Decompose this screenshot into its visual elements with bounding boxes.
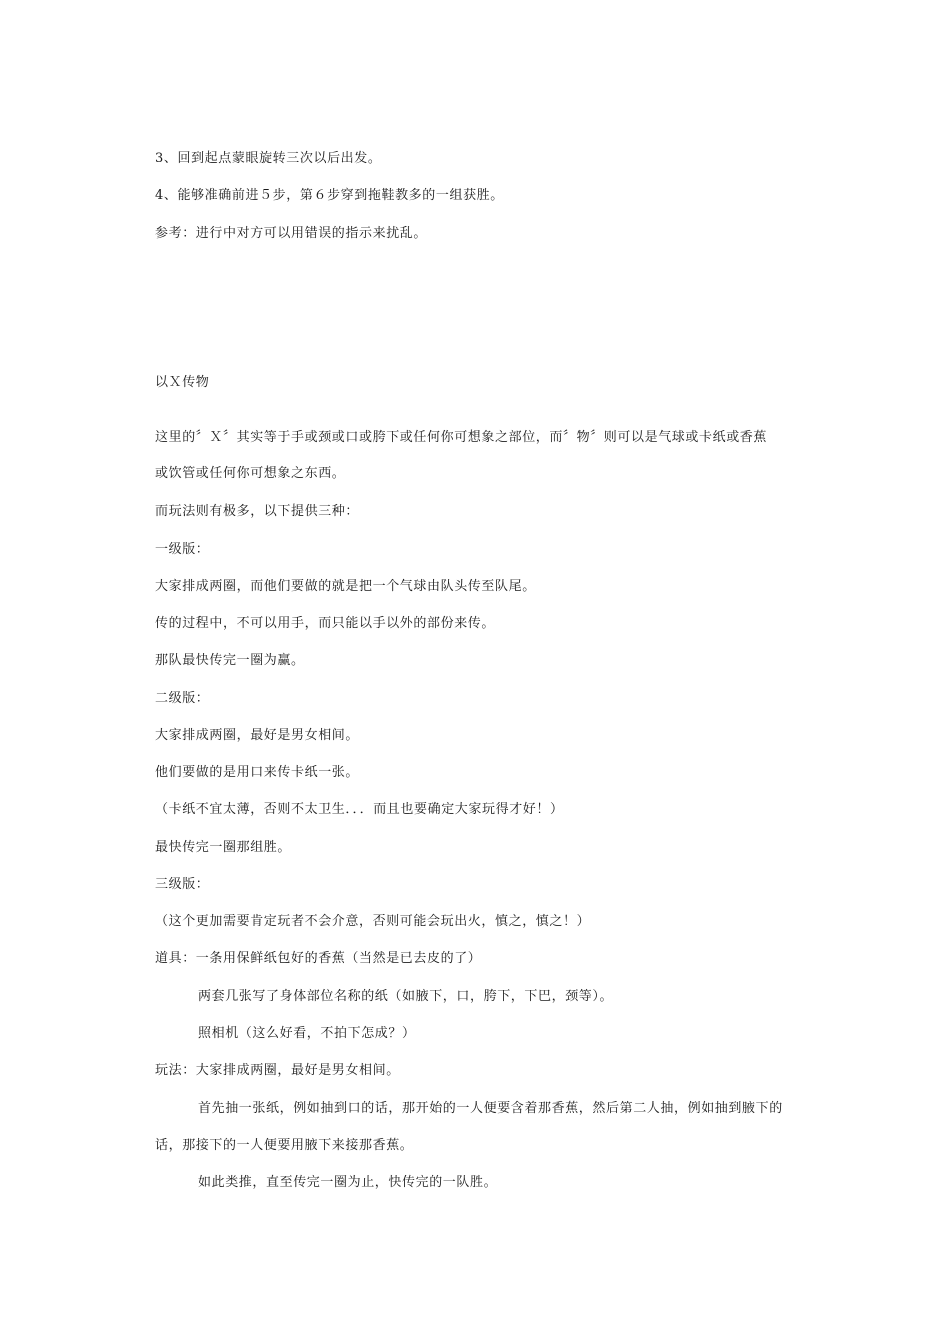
- intro-line-1: 这里的〞Ｘ〞其实等于手或颈或口或胯下或任何你可想象之部位，而〞物〞则可以是气球或卡纸或香蕉: [155, 430, 768, 445]
- level-2-heading: 二级版：: [155, 691, 210, 706]
- section-title: 以Ｘ传物: [155, 375, 210, 390]
- step-3-text: 3、回到起点蒙眼旋转三次以后出发。: [155, 151, 382, 166]
- props-line-2: 两套几张写了身体部位名称的纸（如腋下，口，胯下，下巴，颈等）。: [198, 989, 614, 1004]
- play-line-1: 玩法：大家排成两圈，最好是男女相间。: [155, 1063, 400, 1078]
- intro-line-2: 或饮管或任何你可想象之东西。: [155, 466, 346, 481]
- play-line-2: 首先抽一张纸，例如抽到口的话，那开始的一人便要含着那香蕉，然后第二人抽，例如抽到腋下的: [198, 1101, 783, 1116]
- level-1-line: 那队最快传完一圈为赢。: [155, 653, 305, 668]
- level-2-line: （卡纸不宜太薄，否则不太卫生．．．而且也要确定大家玩得才好！）: [155, 802, 564, 817]
- level-3-warning: （这个更加需要肯定玩者不会介意，否则可能会玩出火，慎之，慎之！）: [155, 914, 591, 929]
- level-2-line: 大家排成两圈，最好是男女相间。: [155, 728, 360, 743]
- level-2-line: 他们要做的是用口来传卡纸一张。: [155, 765, 360, 780]
- step-4-text: 4、能够准确前进５步，第６步穿到拖鞋教多的一组获胜。: [155, 188, 504, 203]
- level-2-line: 最快传完一圈那组胜。: [155, 840, 292, 855]
- play-line-3: 话，那接下的一人便要用腋下来接那香蕉。: [155, 1138, 414, 1153]
- props-line-1: 道具：一条用保鲜纸包好的香蕉（当然是已去皮的了）: [155, 951, 482, 966]
- props-line-3: 照相机（这么好看，不拍下怎成？）: [198, 1026, 416, 1041]
- note-text: 参考：进行中对方可以用错误的指示来扰乱。: [155, 226, 428, 241]
- level-1-heading: 一级版：: [155, 542, 210, 557]
- play-line-4: 如此类推，直至传完一圈为止，快传完的一队胜。: [198, 1175, 498, 1190]
- level-1-line: 传的过程中，不可以用手，而只能以手以外的部份来传。: [155, 616, 496, 631]
- intro-line-3: 而玩法则有极多，以下提供三种：: [155, 504, 360, 519]
- level-1-line: 大家排成两圈，而他们要做的就是把一个气球由队头传至队尾。: [155, 579, 536, 594]
- level-3-heading: 三级版：: [155, 877, 210, 892]
